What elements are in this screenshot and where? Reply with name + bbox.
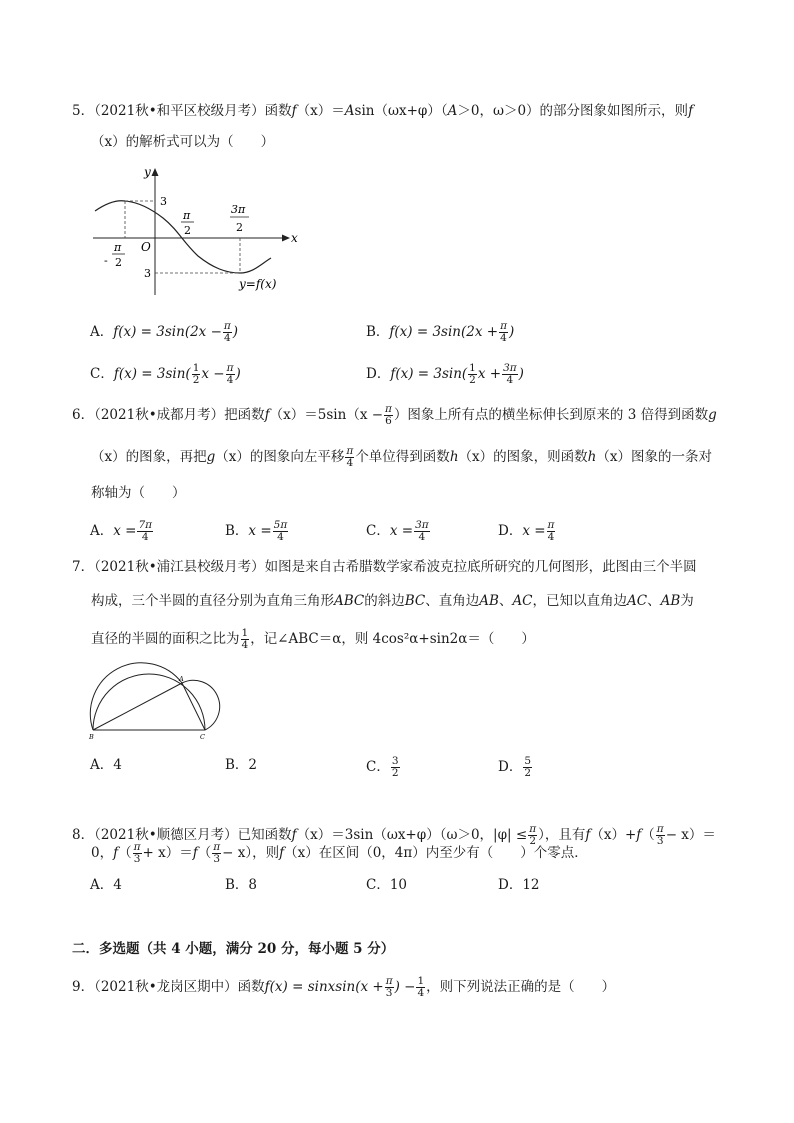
q9-line1: 9．（2021秋•龙岗区期中）函数f(x) = sinxsin(x + $\frac{\pi}{3}$ ) − $\frac{1}{4}$ ，则下列说法正确的是（ ） xyxy=(72,975,616,999)
frac: $\frac{3}{2}$ xyxy=(391,755,399,779)
frac: $\frac{\pi}{2}$ xyxy=(529,823,537,847)
y-3-bottom: 3 xyxy=(144,267,151,280)
q7-line3: 直径的半圆的面积之比为 $\frac{1}{4}$ ，记∠ABC＝α，则 4cos²α+sin2α＝（ ） xyxy=(91,627,535,651)
q8-option-C[interactable]: C．10 xyxy=(366,877,408,893)
q8-line2: 0，f（ $\frac{\pi}{3}$ + x）＝f（ $\frac{\pi}{3}$ − x），则f（x）在区间（0，4π）内至少有（ ）个零点． xyxy=(91,841,588,865)
x-label: x xyxy=(291,231,298,245)
q5-line2: （x）的解析式可以为（ ） xyxy=(91,134,275,150)
q6-option-D[interactable]: D．x = $\frac{\pi}{4}$ xyxy=(498,519,555,543)
label-C: C xyxy=(200,733,205,741)
q7-number: 7． xyxy=(72,559,95,575)
q8-option-A[interactable]: A．4 xyxy=(90,877,122,893)
q6-line3: 称轴为（ ） xyxy=(91,485,186,501)
frac: $\frac{1}{2}$ xyxy=(469,362,476,386)
side-AB xyxy=(93,683,182,730)
side-AC xyxy=(182,683,205,730)
q7-line1: 7．（2021秋•浦江县校级月考）如图是来自古希腊数学家希波克拉底所研究的几何图形，此图由三个半圆 xyxy=(72,559,697,575)
label-B: B xyxy=(89,733,94,741)
frac: $\frac{3\pi}{4}$ xyxy=(415,519,429,543)
q5-option-B[interactable]: B．f(x) = 3sin(2x + $\frac{\pi}{4}$ ) xyxy=(366,320,515,344)
frac: $\frac{1}{4}$ xyxy=(241,627,249,651)
curve-label: y=f(x) xyxy=(239,277,277,291)
y-axis-arrow-icon xyxy=(152,168,159,176)
q7-option-A[interactable]: A．4 xyxy=(90,757,122,773)
q9-number: 9． xyxy=(72,979,95,995)
q5-line1: 5．（2021秋•和平区校级月考）函数f（x）＝Asin（ωx+φ）（A＞0，ω＞0）的部分图象如图所示，则f xyxy=(72,103,694,119)
half-pi: π xyxy=(183,209,191,222)
half-two: 2 xyxy=(184,224,191,237)
q8-number: 8． xyxy=(72,827,95,843)
frac: $\frac{\pi}{6}$ xyxy=(385,403,392,427)
frac: $\frac{\pi}{3}$ xyxy=(656,823,664,847)
frac: $\frac{3\pi}{4}$ xyxy=(503,362,517,386)
frac: $\frac{\pi}{4}$ xyxy=(547,519,555,543)
frac: $\frac{\pi}{4}$ xyxy=(346,445,354,469)
frac: $\frac{\pi}{4}$ xyxy=(226,362,234,386)
q6-option-C[interactable]: C．x = $\frac{3\pi}{4}$ xyxy=(366,519,429,543)
neg-sign: - xyxy=(104,254,108,267)
frac: $\frac{\pi}{4}$ xyxy=(223,320,231,344)
q7-line2: 构成，三个半圆的直径分别为直角三角形ABC的斜边BC、直角边AB、AC，已知以直角边AC、AB为 xyxy=(91,593,694,609)
frac: $\frac{1}{2}$ xyxy=(192,362,200,386)
frac: $\frac{5}{2}$ xyxy=(524,755,532,779)
q7-source: （2021秋•浦江县校级月考） xyxy=(94,559,265,575)
q9-source: （2021秋•龙岗区期中） xyxy=(94,979,238,995)
q5-source: （2021秋•和平区校级月考） xyxy=(94,103,265,119)
section-2-heading: 二．多选题（共 4 小题，满分 20 分，每小题 5 分） xyxy=(72,941,395,957)
q8-option-D[interactable]: D．12 xyxy=(498,877,540,893)
q8-source: （2021秋•顺德区月考） xyxy=(94,827,238,843)
frac: $\frac{\pi}{4}$ xyxy=(500,320,507,344)
q6-number: 6． xyxy=(72,407,95,423)
three-two: 2 xyxy=(236,221,243,234)
frac: $\frac{\pi}{3}$ xyxy=(133,841,141,865)
q5-option-A[interactable]: A．f(x) = 3sin(2x − $\frac{\pi}{4}$ ) xyxy=(90,320,239,344)
q8-line1: 8．（2021秋•顺德区月考）已知函数f（x）＝3sin（ωx+φ）（ω＞0，|φ| ≤ $\frac{\pi}{2}$ ），且有f（x）+f（ $\frac{\pi}{3}$ − x）＝ xyxy=(72,823,716,847)
frac: $\frac{7\pi}{4}$ xyxy=(138,519,153,543)
frac: $\frac{1}{4}$ xyxy=(417,975,425,999)
q8-option-B[interactable]: B．8 xyxy=(225,877,258,893)
frac: $\frac{\pi}{3}$ xyxy=(385,975,393,999)
q7-option-C[interactable]: C． $\frac{3}{2}$ xyxy=(366,755,399,779)
q6-option-A[interactable]: A．x = $\frac{7\pi}{4}$ xyxy=(90,519,153,543)
q6-option-B[interactable]: B．x = $\frac{5\pi}{4}$ xyxy=(225,519,288,543)
frac: $\frac{\pi}{3}$ xyxy=(213,841,221,865)
q5-sine-graph xyxy=(88,160,308,300)
y-3-top: 3 xyxy=(160,195,167,208)
q5-option-C[interactable]: C．f(x) = 3sin( $\frac{1}{2}$ x − $\frac{\pi}{4}$ ) xyxy=(90,362,241,386)
q7-option-B[interactable]: B．2 xyxy=(225,757,258,773)
q7-hippocrates-figure xyxy=(86,660,236,742)
neg-two: 2 xyxy=(115,256,122,269)
x-axis-arrow-icon xyxy=(282,235,290,242)
q7-option-D[interactable]: D． $\frac{5}{2}$ xyxy=(498,755,532,779)
q6-line2: （x）的图象，再把g（x）的图象向左平移 $\frac{\pi}{4}$ 个单位得到函数h（x）的图象，则函数h（x）图象的一条对 xyxy=(91,445,712,469)
q6-source: （2021秋•成都月考） xyxy=(94,407,225,423)
three-pi: 3π xyxy=(231,203,246,216)
neg-pi: π xyxy=(114,241,122,254)
label-A: A xyxy=(179,675,184,683)
q5-option-D[interactable]: D．f(x) = 3sin( $\frac{1}{2}$ x + $\frac{3\pi}{4}$ ) xyxy=(366,362,524,386)
q5-number: 5． xyxy=(72,103,95,119)
q6-line1: 6．（2021秋•成都月考）把函数f（x）＝5sin（x − $\frac{\pi}{6}$ ）图象上所有点的横坐标伸长到原来的 3 倍得到函数g xyxy=(72,403,717,427)
frac: $\frac{5\pi}{4}$ xyxy=(273,519,288,543)
origin-label: O xyxy=(141,240,151,254)
y-label: y xyxy=(144,165,151,179)
